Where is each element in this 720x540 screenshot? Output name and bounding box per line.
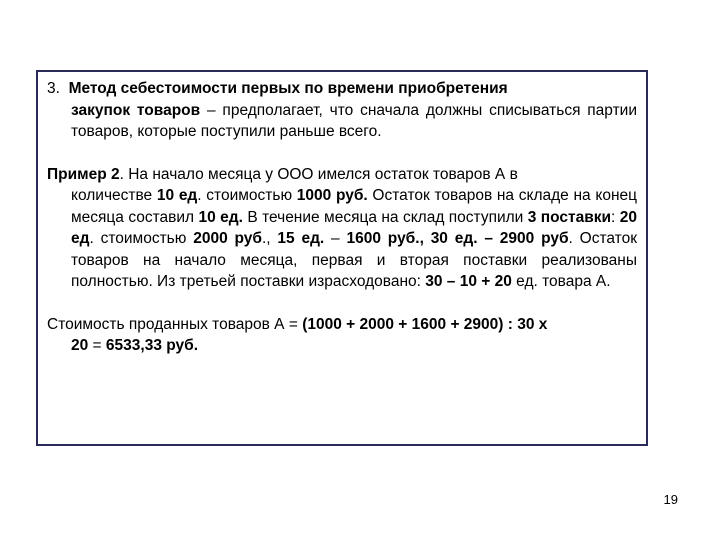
example-bold-1: 10 ед — [156, 187, 198, 204]
example-bold-5: 20 ед — [71, 208, 637, 247]
example-label: Пример 2 — [47, 165, 120, 183]
example-text-4: Остаток товаров на складе на конец месяца составил — [71, 187, 638, 226]
example-bold-8: 1600 руб., 30 ед. – 2900 руб — [346, 230, 569, 247]
spacer — [47, 143, 637, 164]
paragraph-cost — [47, 314, 637, 357]
example-bold-7: 15 ед. — [277, 230, 325, 247]
content-box — [36, 70, 648, 446]
example-text-6: : — [611, 208, 620, 226]
cost-formula-cont: 20 — [71, 337, 89, 354]
example-text-8: ., — [261, 230, 278, 247]
page-number: 19 — [663, 492, 678, 507]
method-description: – предполагает, что сначала должны списываться партии товаров, которые поступили раньше всего. — [71, 101, 637, 140]
example-text-11: ед. товара А. — [511, 273, 611, 290]
example-bold-3: 10 ед. — [198, 208, 243, 226]
example-bold-2: 1000 руб. — [296, 187, 368, 204]
paragraph-method — [47, 78, 637, 143]
example-bold-4: 3 поставки — [527, 208, 612, 226]
example-text-9: – — [324, 230, 347, 247]
method-title: Метод себестоимости первых по времени приобретения — [68, 80, 508, 97]
example-bold-6: 2000 руб — [193, 230, 262, 247]
example-text-7: . стоимостью — [89, 230, 194, 247]
example-text-10: . Остаток товаров на начало месяца, первая и вторая поставки реализованы полностью. Из третьей поставки израсходовано: — [71, 230, 637, 290]
method-rest — [47, 100, 637, 143]
example-text-5: В течение месяца на склад поступили — [242, 208, 528, 226]
example-text-2: количестве — [71, 187, 157, 204]
paragraph-example — [47, 164, 637, 293]
cost-equals: = — [88, 337, 106, 354]
item-number: 3. — [47, 80, 60, 97]
cost-text-1: Стоимость проданных товаров А = — [47, 315, 303, 333]
cost-formula: (1000 + 2000 + 1600 + 2900) : 30 х — [302, 315, 548, 333]
example-text-3: . стоимостью — [197, 187, 297, 204]
spacer — [47, 293, 637, 314]
example-rest — [47, 185, 637, 293]
method-title-cont: закупок товаров — [71, 101, 201, 119]
cost-rest — [47, 335, 637, 357]
example-text-1: . На начало месяца у ООО имелся остаток товаров А в — [119, 165, 518, 183]
cost-result: 6533,33 руб. — [105, 337, 199, 354]
example-bold-9: 30 – 10 + 20 — [425, 273, 512, 290]
